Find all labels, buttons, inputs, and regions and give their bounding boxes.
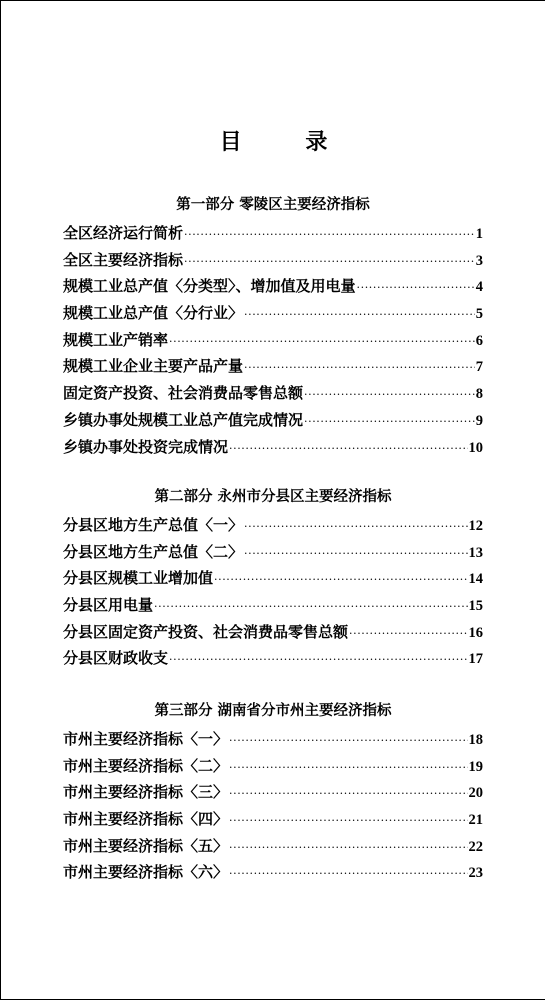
toc-entry-title: 分县区固定资产投资、社会消费品零售总额	[63, 622, 349, 641]
dot-leader	[169, 647, 467, 674]
page-title: 目 录	[219, 129, 356, 155]
toc-page-number: 3	[475, 252, 483, 269]
toc-entry[interactable]	[63, 619, 483, 646]
toc-entry-title: 分县区财政收支	[63, 649, 169, 668]
toc-page-number: 12	[468, 518, 483, 534]
dot-leader	[229, 808, 467, 835]
toc-entry-title: 市州主要经济指标〈四〉	[63, 810, 229, 829]
toc-entry[interactable]	[63, 512, 483, 539]
dot-leader	[229, 781, 467, 808]
dot-leader	[244, 541, 467, 568]
toc-entry-title: 市州主要经济指标〈三〉	[63, 783, 229, 802]
toc-page-number: 22	[468, 838, 483, 855]
toc-entry[interactable]	[63, 833, 483, 860]
toc-entry-title: 市州主要经济指标〈一〉	[63, 730, 229, 748]
toc-section-2	[63, 486, 483, 672]
dot-leader	[349, 621, 467, 648]
dot-leader	[244, 302, 475, 329]
toc-entry-title: 分县区地方生产总值〈一〉	[63, 516, 244, 534]
toc-entry[interactable]	[63, 645, 483, 672]
toc-entry[interactable]	[63, 859, 483, 886]
toc-page-number: 23	[468, 865, 483, 882]
section-heading: 第三部分 湖南省分市州主要经济指标	[154, 702, 392, 719]
toc-page-number: 7	[475, 359, 483, 376]
toc-entry-title: 规模工业总产值〈分行业〉	[63, 304, 244, 323]
toc-entry-title: 规模工业企业主要产品产量	[63, 357, 244, 376]
toc-entry[interactable]	[63, 300, 483, 327]
toc-page-number: 4	[475, 279, 483, 296]
toc-entry[interactable]	[63, 273, 483, 300]
toc-entry-title: 乡镇办事处投资完成情况	[63, 437, 229, 456]
toc-page-number: 8	[475, 386, 483, 403]
toc-entry[interactable]	[63, 779, 483, 806]
toc-section-3	[63, 700, 483, 886]
toc-page-number: 18	[468, 732, 483, 748]
toc-entry-list	[63, 220, 483, 460]
toc-entry-title: 市州主要经济指标〈五〉	[63, 836, 229, 855]
toc-entry-title: 规模工业产销率	[63, 330, 169, 349]
dot-leader	[304, 382, 475, 409]
dot-leader	[357, 275, 475, 302]
dot-leader	[229, 436, 467, 463]
toc-entry[interactable]	[63, 407, 483, 434]
toc-entry[interactable]	[63, 539, 483, 566]
section-heading: 第一部分 零陵区主要经济指标	[176, 196, 370, 213]
toc-page-number: 13	[468, 544, 483, 561]
toc-page-number: 1	[475, 226, 483, 242]
toc-entry-list	[63, 726, 483, 886]
toc-page-number: 20	[468, 785, 483, 802]
toc-entry[interactable]	[63, 327, 483, 354]
toc-entry-title: 固定资产投资、社会消费品零售总额	[63, 384, 304, 403]
dot-leader	[229, 728, 467, 755]
section-heading: 第二部分 永州市分县区主要经济指标	[154, 488, 392, 505]
toc-page-number: 10	[468, 439, 483, 456]
toc-entry[interactable]	[63, 565, 483, 592]
toc-entry[interactable]	[63, 726, 483, 753]
toc-entry-title: 分县区地方生产总值〈二〉	[63, 542, 244, 561]
toc-page-number: 6	[475, 332, 483, 349]
toc-entry-title: 规模工业总产值〈分类型〉、增加值及用电量	[63, 277, 356, 296]
dot-leader	[154, 594, 467, 621]
toc-entry[interactable]	[63, 592, 483, 619]
toc-page-number: 19	[468, 758, 483, 775]
toc-entry[interactable]	[63, 220, 483, 247]
toc-entry[interactable]	[63, 806, 483, 833]
toc-page-number: 21	[468, 812, 483, 829]
dot-leader	[229, 755, 467, 782]
toc-page-number: 14	[468, 571, 483, 588]
dot-leader	[214, 567, 467, 594]
dot-leader	[229, 861, 467, 888]
toc-entry-list	[63, 512, 483, 672]
toc-entry-title: 分县区规模工业增加值	[63, 569, 214, 588]
toc-entry-title: 市州主要经济指标〈二〉	[63, 756, 229, 775]
toc-entry[interactable]	[63, 380, 483, 407]
toc-entry[interactable]	[63, 353, 483, 380]
toc-entry[interactable]	[63, 434, 483, 461]
toc-page-number: 16	[468, 624, 483, 641]
dot-leader	[169, 329, 475, 356]
dot-leader	[244, 355, 475, 382]
toc-entry[interactable]	[63, 247, 483, 274]
toc-page-number: 17	[468, 651, 483, 668]
toc-entry-title: 全区主要经济指标	[63, 250, 184, 269]
toc-entry-title: 市州主要经济指标〈六〉	[63, 863, 229, 882]
toc-page-number: 5	[475, 306, 483, 323]
dot-leader	[304, 409, 475, 436]
dot-leader	[184, 222, 475, 249]
dot-leader	[244, 514, 467, 541]
toc-entry-title: 分县区用电量	[63, 596, 154, 615]
dot-leader	[184, 249, 475, 276]
toc-entry[interactable]	[63, 753, 483, 780]
toc-entry-title: 乡镇办事处规模工业总产值完成情况	[63, 410, 304, 429]
dot-leader	[229, 835, 467, 862]
toc-section-1	[63, 194, 483, 460]
toc-page-number: 9	[475, 412, 483, 429]
toc-page-number: 15	[468, 598, 483, 615]
toc-entry-title: 全区经济运行简析	[63, 224, 184, 242]
